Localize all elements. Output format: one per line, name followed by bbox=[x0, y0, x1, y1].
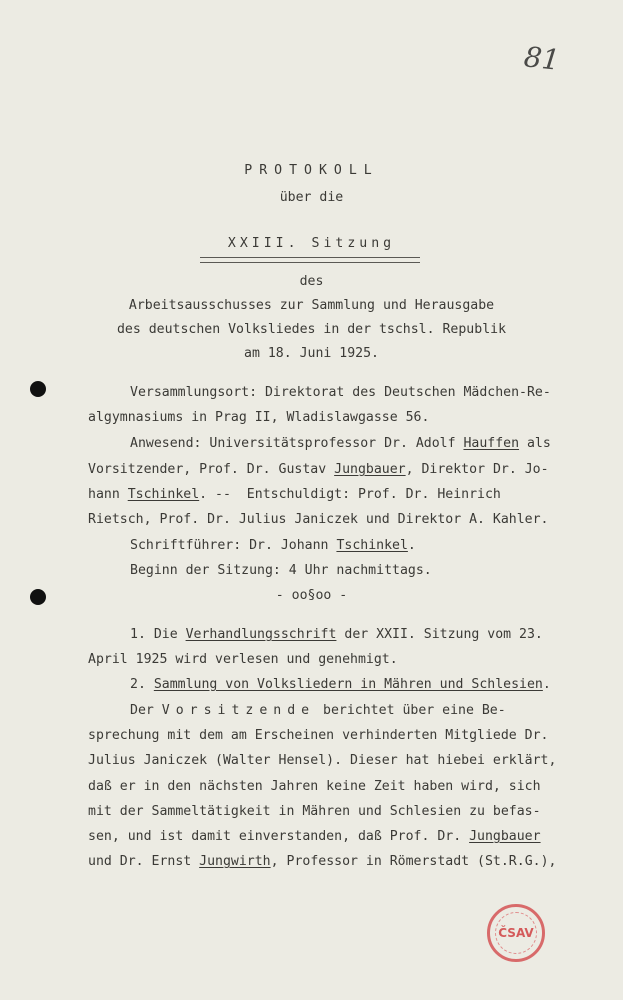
present-line-2: Vorsitzender, Prof. Dr. Gustav Jungbauer, Direktor Dr. Jo- bbox=[88, 462, 549, 477]
present-line-1: Anwesend: Universitätsprofessor Dr. Adolf Hauffen als bbox=[130, 436, 551, 451]
item-2-heading: 2. Sammlung von Volksliedern in Mähren und Schlesien. bbox=[130, 677, 551, 692]
committee-line-2: des deutschen Volksliedes in der tschsl. Republik bbox=[116, 322, 507, 337]
excused-line: Rietsch, Prof. Dr. Julius Janiczek und Direktor A. Kahler. bbox=[88, 512, 549, 527]
item-1-line-1: 1. Die Verhandlungsschrift der XXII. Sitzung vom 23. bbox=[130, 627, 543, 642]
separator: - oo§oo - bbox=[275, 588, 348, 603]
document-title: PROTOKOLL bbox=[244, 163, 379, 178]
item-2-line-5: mit der Sammeltätigkeit in Mähren und Schlesien zu befas- bbox=[88, 804, 541, 819]
meeting-date: am 18. Juni 1925. bbox=[244, 346, 379, 361]
item-2-line-3: Julius Janiczek (Walter Hensel). Dieser hat hiebei erklärt, bbox=[88, 753, 557, 768]
session-heading: XXIII. Sitzung bbox=[227, 236, 396, 251]
location-line-1: Versammlungsort: Direktorat des Deutschen Mädchen-Re- bbox=[130, 385, 551, 400]
secretary-line: Schriftführer: Dr. Johann Tschinkel. bbox=[130, 538, 416, 553]
item-2-line-4: daß er in den nächsten Jahren keine Zeit haben wird, sich bbox=[88, 779, 541, 794]
double-underline bbox=[200, 257, 420, 263]
item-1-line-2: April 1925 wird verlesen und genehmigt. bbox=[88, 652, 398, 667]
handwritten-page-number: 81 bbox=[522, 40, 562, 77]
start-time-line: Beginn der Sitzung: 4 Uhr nachmittags. bbox=[130, 563, 432, 578]
item-2-line-6: sen, und ist damit einverstanden, daß Prof. Dr. Jungbauer bbox=[88, 829, 541, 844]
location-line-2: algymnasiums in Prag II, Wladislawgasse 56. bbox=[88, 410, 430, 425]
committee-line-1: Arbeitsausschusses zur Sammlung und Herausgabe bbox=[128, 298, 495, 313]
item-2-line-2: sprechung mit dem am Erscheinen verhinderten Mitgliede Dr. bbox=[88, 728, 549, 743]
punch-hole-top bbox=[30, 381, 46, 397]
archive-stamp: ČSAV bbox=[487, 904, 545, 962]
present-line-3: hann Tschinkel. -- Entschuldigt: Prof. Dr. Heinrich bbox=[88, 487, 501, 502]
des-line: des bbox=[299, 274, 324, 289]
document-subtitle: über die bbox=[279, 190, 344, 205]
item-2-line-1: Der Vorsitzende berichtet über eine Be- bbox=[130, 703, 506, 718]
item-2-line-7: und Dr. Ernst Jungwirth, Professor in Römerstadt (St.R.G.), bbox=[88, 854, 557, 869]
